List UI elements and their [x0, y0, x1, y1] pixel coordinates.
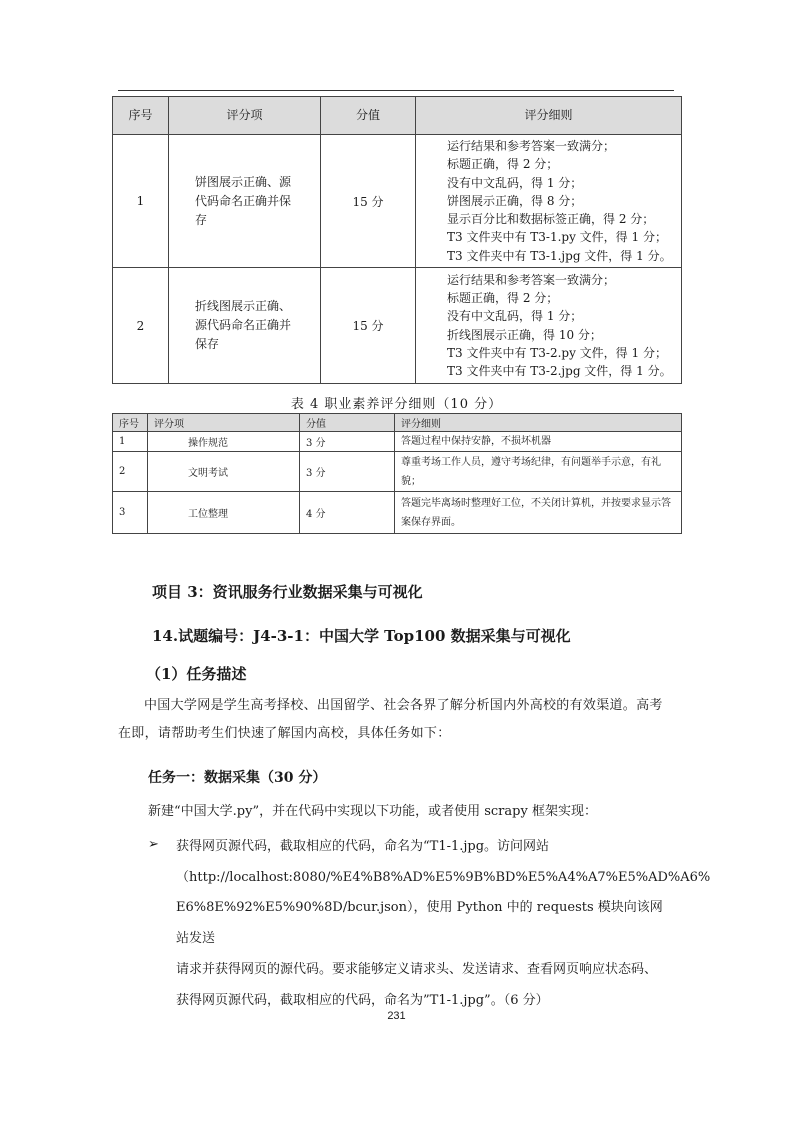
table-row [113, 268, 682, 384]
row-item: 文明考试 [148, 452, 300, 492]
task1-intro: 新建“中国大学.py”，并在代码中实现以下功能，或者使用 scrapy 框架实现： [148, 804, 597, 819]
row-score: 15 分 [321, 268, 416, 384]
detail-line: T3 文件夹中有 T3-1.jpg 文件，得 1 分。 [447, 248, 672, 263]
row-score: 3 分 [300, 432, 395, 452]
detail-line: 折线图展示正确，得 10 分； [447, 327, 602, 342]
row-detail: 答题完毕离场时整理好工位，不关闭计算机，并按要求显示答案保存界面。 [395, 492, 682, 534]
detail-line: T3 文件夹中有 T3-1.py 文件，得 1 分； [447, 230, 667, 245]
header-no: 序号 [113, 97, 169, 135]
row-no: 1 [113, 135, 169, 268]
row-no: 1 [113, 432, 148, 452]
detail-line: 运行结果和参考答案一致满分； [447, 139, 616, 154]
task1-heading: 任务一：数据采集（30 分） [148, 770, 327, 786]
row-detail [416, 135, 682, 268]
row-detail: 尊重考场工作人员，遵守考场纪律，有问题举手示意，有礼貌； [395, 452, 682, 492]
detail-line: 标题正确，得 2 分； [447, 157, 559, 172]
header-item: 评分项 [148, 414, 300, 432]
row-item: 工位整理 [148, 492, 300, 534]
row-score: 4 分 [300, 492, 395, 534]
row-score: 15 分 [321, 135, 416, 268]
header-score: 分值 [300, 414, 395, 432]
row-detail: 答题过程中保持安静，不损坏机器 [395, 432, 682, 452]
intro-paragraph: 中国大学网是学生高考择校、出国留学、社会各界了解分析国内外高校的有效渠道。高考在即，请帮助考生们快速了解国内高校，具体任务如下： [118, 698, 663, 741]
table-header-row [113, 414, 682, 432]
detail-line: T3 文件夹中有 T3-2.py 文件，得 1 分； [447, 345, 667, 360]
header-item: 评分项 [169, 97, 321, 135]
table-row [113, 492, 682, 534]
bullet-item [176, 832, 711, 1016]
detail-line: 没有中文乱码，得 1 分； [447, 175, 583, 190]
row-no: 2 [113, 452, 148, 492]
row-score: 3 分 [300, 452, 395, 492]
question-heading: 14.试题编号：J4-3-1：中国大学 Top100 数据采集与可视化 [152, 627, 571, 645]
row-no: 3 [113, 492, 148, 534]
row-item: 操作规范 [148, 432, 300, 452]
header-rule [118, 90, 674, 91]
detail-line: 显示百分比和数据标签正确，得 2 分； [447, 212, 655, 227]
detail-line: 没有中文乱码，得 1 分； [447, 309, 583, 324]
header-detail: 评分细则 [395, 414, 682, 432]
table-row [113, 432, 682, 452]
bullet-line: E6%8E%92%E5%90%8D/bcur.json），使用 Python 中的 requests 模块向该网站发送 [176, 900, 663, 947]
header-no: 序号 [113, 414, 148, 432]
section-heading: （1）任务描述 [146, 665, 247, 683]
header-score: 分值 [321, 97, 416, 135]
table-row [113, 135, 682, 268]
row-detail [416, 268, 682, 384]
row-item: 饼图展示正确、源代码命名正确并保存 [169, 135, 321, 268]
table-caption: 表 4 职业素养评分细则（10 分） [290, 397, 503, 412]
detail-line: 标题正确，得 2 分； [447, 291, 559, 306]
detail-line: 运行结果和参考答案一致满分； [447, 272, 616, 287]
bullet-line: 获得网页源代码，截取相应的代码，命名为“T1-1.jpg。访问网站 [176, 839, 550, 854]
scoring-table [112, 96, 682, 384]
bullet-line: 获得网页源代码，截取相应的代码，命名为”T1-1.jpg”。（6 分） [176, 992, 549, 1008]
table-row [113, 452, 682, 492]
professional-quality-table [112, 413, 682, 534]
page-number: 231 [387, 1010, 406, 1022]
row-item: 折线图展示正确、源代码命名正确并保存 [169, 268, 321, 384]
detail-line: 饼图展示正确，得 8 分； [447, 193, 583, 208]
detail-line: T3 文件夹中有 T3-2.jpg 文件，得 1 分。 [447, 363, 672, 378]
row-no: 2 [113, 268, 169, 384]
bullet-arrow-icon: ➢ [148, 837, 159, 852]
header-detail: 评分细则 [416, 97, 682, 135]
bullet-line: （http://localhost:8080/%E4%B8%AD%E5%9B%BD%E5%A4%A7%E5%AD%A6% [176, 869, 711, 885]
project-heading: 项目 3：资讯服务行业数据采集与可视化 [152, 583, 423, 601]
bullet-line: 请求并获得网页的源代码。要求能够定义请求头、发送请求、查看网页响应状态码、 [176, 961, 658, 977]
table-header-row [113, 97, 682, 135]
